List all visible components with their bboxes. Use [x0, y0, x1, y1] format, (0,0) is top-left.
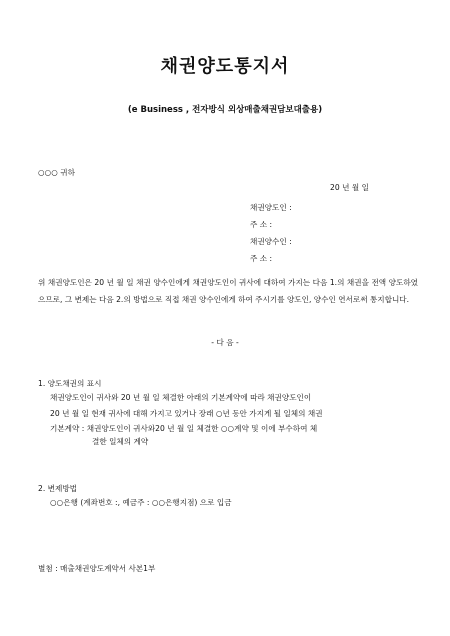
- section1-line: 결한 일체의 계약: [92, 437, 149, 446]
- document-title: 채권양도통지서: [160, 56, 290, 77]
- section1-line: 20 년 월 일 현재 귀사에 대해 가지고 있거나 장래 ○년 동안 가지게 될 일체의 채권: [50, 409, 323, 418]
- body-paragraph: 위 채권양도인은 20 년 월 일 채권 양수인에게 채권양도인이 귀사에 대하여 가지는 다음 1.의 채권을 전액 양도하였으므로, 그 변제는 다음 2.의 방법으로 직접 채권 양수인에게 하여 주시기를 양도인, 양수인 연서로써 통지합니다.: [38, 278, 418, 304]
- section1-line: 기본계약 : 채권양도인이 귀사와20 년 월 일 체결한 ○○계약 및 이에 부수하여 체: [50, 424, 318, 433]
- assignee-address-label: 주 소 :: [250, 254, 273, 263]
- assignee-label: 채권양수인 :: [250, 237, 292, 246]
- addressee: ○○○ 귀하: [38, 168, 75, 177]
- date-line: 20 년 월 일: [330, 183, 369, 192]
- section2-heading: 2. 변제방법: [38, 484, 78, 493]
- section1-heading: 1. 양도채권의 표시: [38, 379, 102, 388]
- section2-line: ○○은행 (계좌번호 :, 예금주 : ○○은행지점) 으로 입금: [50, 498, 232, 507]
- document-subtitle: (e Business , 전자방식 외상매출채권담보대출용): [127, 105, 323, 115]
- divider-heading: - 다 음 -: [211, 338, 239, 347]
- attachment-note: 별첨 : 매출채권양도계약서 사본1부: [38, 564, 156, 573]
- assignor-address-label: 주 소 :: [250, 220, 273, 229]
- section1-line: 채권양도인이 귀사와 20 년 월 일 체결한 아래의 기본계약에 따라 채권양도인이: [50, 393, 312, 402]
- assignor-label: 채권양도인 :: [250, 203, 292, 212]
